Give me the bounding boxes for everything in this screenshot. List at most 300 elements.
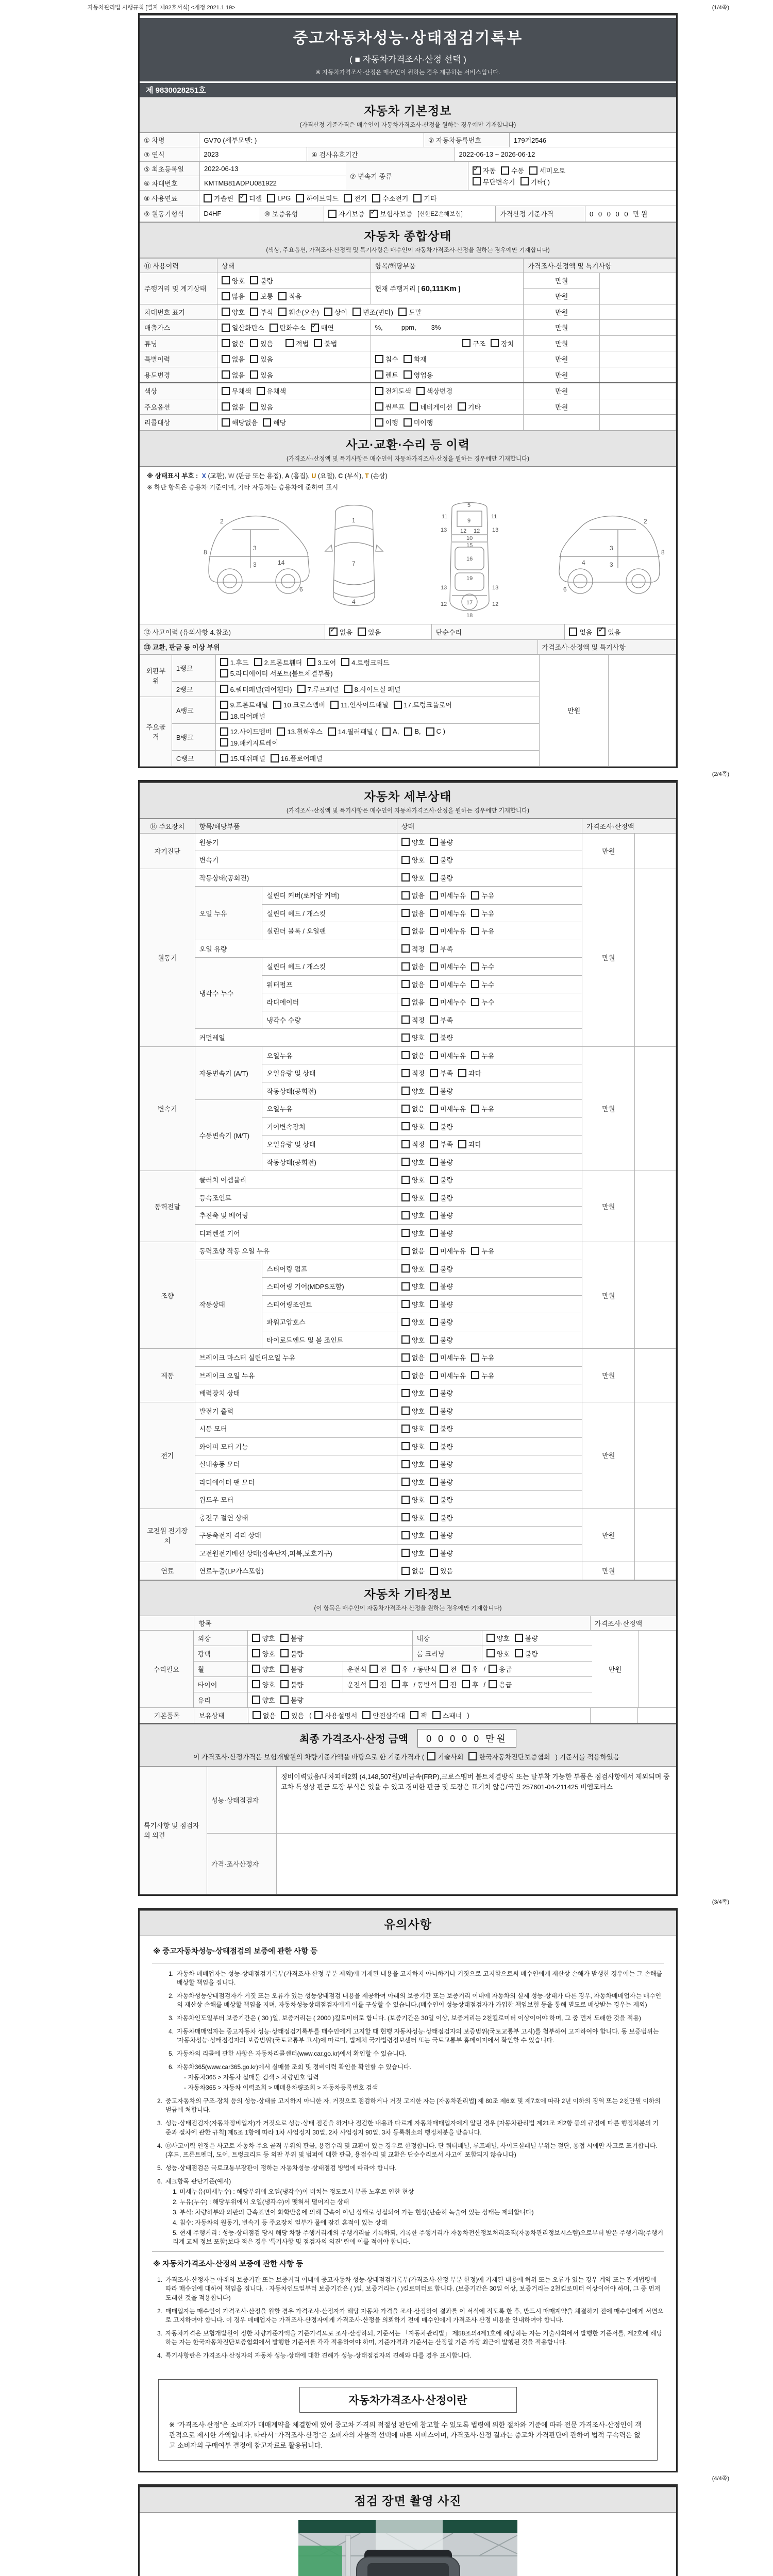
checkbox[interactable] [252,1665,260,1673]
checkbox[interactable] [486,1634,495,1642]
checkbox[interactable] [416,387,425,395]
checkbox[interactable] [220,738,228,747]
checkbox[interactable] [430,927,438,935]
notice-item-number: 6. [157,2177,162,2185]
checkbox[interactable] [250,339,258,347]
checkbox[interactable] [314,339,322,347]
option-label: 양호 [411,1087,425,1095]
checkbox[interactable] [401,1176,410,1184]
checkbox[interactable] [250,292,258,300]
checkbox[interactable] [252,1634,260,1642]
option-label: 양호 [411,1318,425,1326]
checkbox[interactable] [430,1087,438,1095]
checkbox[interactable] [401,927,410,935]
option [314,338,337,348]
checkbox[interactable] [430,980,438,988]
final-price-value: 0 0 0 0 0 만원 [417,1729,516,1748]
checkbox[interactable] [430,1158,438,1166]
checkbox[interactable] [398,308,407,316]
checkbox[interactable] [430,1406,438,1415]
state-cell [397,922,582,940]
checkbox[interactable] [250,355,258,363]
state-cell [397,940,582,958]
checkbox[interactable] [375,370,383,379]
option [271,753,323,763]
device-cell: 연료 [140,1562,195,1580]
checkbox[interactable] [468,1752,477,1760]
checkbox[interactable] [471,1371,479,1379]
option-label: 있음 [260,403,274,411]
checkbox[interactable] [430,1015,438,1024]
checkbox[interactable] [430,1051,438,1059]
checkbox[interactable] [222,402,230,411]
checkbox[interactable] [430,1318,438,1326]
checkbox[interactable] [358,628,366,636]
checkbox[interactable] [401,1318,410,1326]
checkbox[interactable] [263,418,271,427]
checkbox[interactable] [250,370,258,379]
polish-options [248,1646,413,1662]
checkbox[interactable] [401,1389,410,1397]
checkbox[interactable] [440,1665,448,1673]
checkbox[interactable] [515,1634,523,1642]
svg-text:2: 2 [220,517,224,525]
checkbox[interactable] [430,909,438,917]
checkbox[interactable] [430,1425,438,1433]
checkbox[interactable] [430,1140,438,1148]
checkbox[interactable] [401,1033,410,1042]
option [307,657,336,667]
checkbox[interactable] [430,1211,438,1219]
checkbox[interactable] [281,1711,289,1719]
checkbox[interactable] [401,1513,410,1521]
checkbox[interactable] [458,1140,466,1148]
checkbox[interactable] [430,1264,438,1273]
state-cell [397,1527,582,1545]
checkbox[interactable] [250,308,258,316]
checkbox[interactable] [401,1015,410,1024]
checkbox[interactable] [401,873,410,882]
item-cell: 워터펌프 [262,975,397,993]
checkbox[interactable] [220,658,228,666]
checkbox[interactable] [486,1649,495,1657]
checkbox[interactable] [254,658,262,666]
mileage-state-1 [217,273,371,289]
item-cell: 연료누출(LP가스포함) [195,1562,397,1580]
option [404,354,427,364]
checkbox[interactable] [529,166,537,175]
checkbox[interactable] [311,324,319,332]
option-label: 후 [472,1665,479,1673]
checkbox[interactable] [471,1247,479,1255]
option [280,1680,304,1689]
checkbox[interactable] [430,1069,438,1077]
svg-text:12: 12 [441,601,447,607]
checkbox[interactable] [430,998,438,1006]
checkbox[interactable] [314,1711,323,1719]
checkbox[interactable] [401,909,410,917]
checkbox[interactable] [372,194,380,202]
checkbox[interactable] [273,701,281,709]
checkbox[interactable] [430,944,438,953]
device-cell: 변속기 [140,1046,195,1171]
checkbox[interactable] [369,1680,378,1688]
option-label: 수소전기 [382,195,409,202]
checkbox[interactable] [401,998,410,1006]
checkbox[interactable] [404,370,412,379]
checkbox[interactable] [401,1425,410,1433]
checkbox[interactable] [430,1282,438,1291]
checkbox[interactable] [491,339,499,347]
wheel-position-options [343,1662,592,1677]
checkbox[interactable] [462,339,470,347]
checkbox[interactable] [401,1406,410,1415]
option-label: 7.루프패널 [307,685,339,693]
option-label: 없음 [411,1371,425,1380]
checkbox[interactable] [401,1247,410,1255]
checkbox[interactable] [277,727,285,736]
checkbox[interactable] [401,1211,410,1219]
option-label: 전기 [354,195,367,202]
option [253,1710,276,1720]
checkbox[interactable] [285,339,294,347]
checkbox[interactable] [401,1069,410,1077]
checkbox[interactable] [369,1665,378,1673]
tuning-options [217,335,371,351]
state-cell [397,1509,582,1527]
checkbox[interactable] [404,418,412,427]
checkbox[interactable] [239,194,247,202]
note-cell [600,367,676,383]
checkbox[interactable] [401,1353,410,1362]
checkbox[interactable] [341,658,349,666]
option-label: 누수 [481,963,495,971]
option [369,1664,386,1674]
state-cell [397,993,582,1011]
checkbox[interactable] [330,701,339,709]
option-label: B, [414,727,421,735]
checkbox[interactable] [489,1680,497,1688]
page-number-2: (2/4쪽) [712,771,729,777]
notice-item [152,2276,664,2302]
checkbox[interactable] [471,1105,479,1113]
checkbox[interactable] [271,754,279,762]
checkbox[interactable] [401,944,410,953]
option-label: 보통 [260,293,274,300]
subgroup-cell: 수동변속기 (M/T) [195,1100,262,1171]
checkbox[interactable] [401,1282,410,1291]
checkbox[interactable] [430,1105,438,1113]
option [220,657,249,667]
checkbox[interactable] [296,194,304,202]
checkbox[interactable] [324,308,332,316]
checkbox[interactable] [352,308,361,316]
option [410,1710,427,1720]
option [382,727,399,736]
checkbox[interactable] [267,194,275,202]
checkbox[interactable] [471,891,479,900]
option-label: 변조(변타) [363,308,393,316]
svg-text:13: 13 [492,584,499,591]
checkbox[interactable] [515,1649,523,1657]
checkbox[interactable] [362,1711,371,1719]
checkbox[interactable] [489,1665,497,1673]
page-4 [138,2484,678,2576]
checkbox[interactable] [430,838,438,846]
option-label: 11.인사이드패널 [341,701,389,709]
checkbox[interactable] [404,355,412,363]
col-item: 항목/해당부품 [371,258,524,273]
checkbox[interactable] [253,1711,261,1719]
checkbox[interactable] [297,685,306,693]
checkbox[interactable] [280,1696,289,1704]
checkbox[interactable] [280,1680,289,1688]
checkbox[interactable] [220,711,228,720]
checkbox[interactable] [252,1680,260,1688]
checkbox[interactable] [280,1634,289,1642]
checkbox[interactable] [471,909,479,917]
option-label: 누유 [481,1052,495,1060]
checkbox[interactable] [222,324,230,332]
checkbox[interactable] [222,339,230,347]
state-code: X [201,472,208,480]
checkbox[interactable] [222,387,230,395]
checkbox[interactable] [375,355,383,363]
checkbox[interactable] [473,177,481,185]
checkbox[interactable] [462,1680,470,1688]
option [401,1246,425,1256]
checkbox[interactable] [458,1069,466,1077]
checkbox[interactable] [569,628,577,636]
checkbox[interactable] [430,856,438,864]
checkbox[interactable] [401,1193,410,1201]
checkbox[interactable] [204,194,212,202]
option [375,402,405,412]
checkbox[interactable] [401,1567,410,1575]
checkbox[interactable] [440,1680,448,1688]
option [375,417,398,427]
option [280,1664,304,1674]
checkbox[interactable] [280,1649,289,1657]
checkbox[interactable] [382,727,391,736]
checkbox[interactable] [222,308,230,316]
checkbox[interactable] [471,980,479,988]
notice-item [163,2027,664,2045]
checkbox[interactable] [401,1229,410,1237]
checkbox[interactable] [401,1478,410,1486]
checkbox[interactable] [401,838,410,846]
rank-table [140,654,676,767]
checkbox[interactable] [222,370,230,379]
checkbox[interactable] [501,166,509,175]
state-cell [397,1260,582,1278]
checkbox[interactable] [430,1549,438,1557]
checkbox[interactable] [250,276,258,284]
checkbox[interactable] [471,927,479,935]
svg-text:9: 9 [467,517,471,524]
checkbox[interactable] [401,1051,410,1059]
checkbox[interactable] [222,292,230,300]
checkbox[interactable] [329,628,338,636]
checkbox[interactable] [430,1229,438,1237]
checkbox[interactable] [458,402,466,411]
checkbox[interactable] [401,1122,410,1130]
checkbox[interactable] [401,1300,410,1308]
checkbox[interactable] [430,1193,438,1201]
checkbox[interactable] [430,1122,438,1130]
checkbox[interactable] [392,1680,400,1688]
checkbox[interactable] [471,998,479,1006]
checkbox[interactable] [401,891,410,900]
checkbox[interactable] [401,1335,410,1344]
row-label: 색상 [140,383,217,399]
checkbox[interactable] [430,1353,438,1362]
option [462,1664,479,1674]
checkbox[interactable] [430,1531,438,1539]
checkbox[interactable] [520,177,529,185]
checkbox[interactable] [252,1696,260,1704]
checkbox[interactable] [410,1711,418,1719]
option [222,291,245,301]
checkbox[interactable] [328,727,336,736]
option [401,890,425,900]
checkbox[interactable] [473,166,481,175]
checkbox[interactable] [392,1665,400,1673]
svg-text:2: 2 [644,517,647,525]
option [328,726,377,736]
checkbox[interactable] [430,1567,438,1575]
checkbox[interactable] [430,1176,438,1184]
notice-item-number: 5. [168,2050,174,2058]
checkbox[interactable] [430,1371,438,1379]
checkbox[interactable] [220,669,228,677]
checkbox[interactable] [430,1496,438,1504]
checkbox[interactable] [401,1496,410,1504]
checkbox[interactable] [430,1335,438,1344]
checkbox[interactable] [375,387,383,395]
checkbox[interactable] [252,1649,260,1657]
checkbox[interactable] [430,873,438,882]
option-label: 4.트렁크리드 [351,658,390,667]
checkbox[interactable] [430,1478,438,1486]
option-label: 불량 [440,1229,453,1238]
checkbox[interactable] [471,962,479,971]
item-cell: 디퍼렌셜 기어 [195,1224,397,1242]
option [297,684,339,694]
checkbox[interactable] [222,355,230,363]
checkbox[interactable] [430,891,438,900]
checkbox[interactable] [401,1264,410,1273]
checkbox[interactable] [278,292,287,300]
checkbox[interactable] [401,1549,410,1557]
checkbox[interactable] [430,1460,438,1468]
checkbox[interactable] [401,1531,410,1539]
option [220,668,333,678]
option [220,711,265,721]
note-cell [635,1242,676,1349]
checkbox[interactable] [278,308,287,316]
checkbox[interactable] [471,1353,479,1362]
checkbox[interactable] [344,685,352,693]
option-label: 있음 [260,340,274,348]
checkbox[interactable] [222,418,230,427]
checkbox[interactable] [471,1051,479,1059]
checkbox[interactable] [401,1087,410,1095]
checkbox[interactable] [222,276,230,284]
checkbox[interactable] [250,402,258,411]
checkbox[interactable] [369,210,378,218]
checkbox[interactable] [401,980,410,988]
checkbox[interactable] [375,402,383,411]
checkbox[interactable] [220,701,228,709]
inspector-label: 성능·상태점검자 [207,1767,277,1834]
option [430,1352,466,1362]
checkbox[interactable] [401,962,410,971]
checkbox[interactable] [430,1300,438,1308]
option [267,194,291,202]
notice-item [152,2329,664,2347]
checkbox[interactable] [401,856,410,864]
checkbox[interactable] [270,324,278,332]
checkbox[interactable] [401,1105,410,1113]
checkbox[interactable] [401,1371,410,1379]
option [328,209,364,218]
checkbox[interactable] [401,1158,410,1166]
checkbox[interactable] [307,658,315,666]
checkbox[interactable] [432,1711,441,1719]
checkbox[interactable] [344,194,352,202]
checkbox[interactable] [257,387,265,395]
checkbox[interactable] [430,1033,438,1042]
checkbox[interactable] [430,962,438,971]
checkbox[interactable] [597,628,606,636]
option [471,997,494,1007]
option-label: 불량 [440,1425,453,1433]
option [204,193,233,203]
checkbox[interactable] [401,1140,410,1148]
checkbox[interactable] [401,1442,410,1450]
checkbox[interactable] [401,1460,410,1468]
checkbox[interactable] [328,210,337,218]
checkbox[interactable] [426,727,434,736]
checkbox[interactable] [427,1752,435,1760]
option-label: 양호 [411,1265,425,1273]
option [471,1352,494,1362]
checkbox[interactable] [280,1665,289,1673]
checkbox[interactable] [220,685,228,693]
checkbox[interactable] [430,1247,438,1255]
checkbox[interactable] [375,418,383,427]
checkbox[interactable] [410,402,418,411]
checkbox[interactable] [220,754,228,762]
checkbox[interactable] [430,1442,438,1450]
checkbox[interactable] [430,1513,438,1521]
rank-items [215,681,539,697]
option-label: 기술사회 [438,1753,464,1761]
checkbox[interactable] [404,727,412,736]
checkbox[interactable] [394,701,402,709]
checkbox[interactable] [413,194,422,202]
checkbox[interactable] [220,727,228,736]
photo-title: 점검 장면 촬영 사진 [354,2494,462,2508]
checkbox[interactable] [430,1389,438,1397]
checkbox[interactable] [462,1665,470,1673]
exchange-price-header: 가격조사·산정액 및 특기사항 [538,640,677,654]
option [404,417,433,427]
option-label: 적정 [411,1141,425,1148]
option [462,338,485,348]
option-label: 없음 [411,927,425,935]
